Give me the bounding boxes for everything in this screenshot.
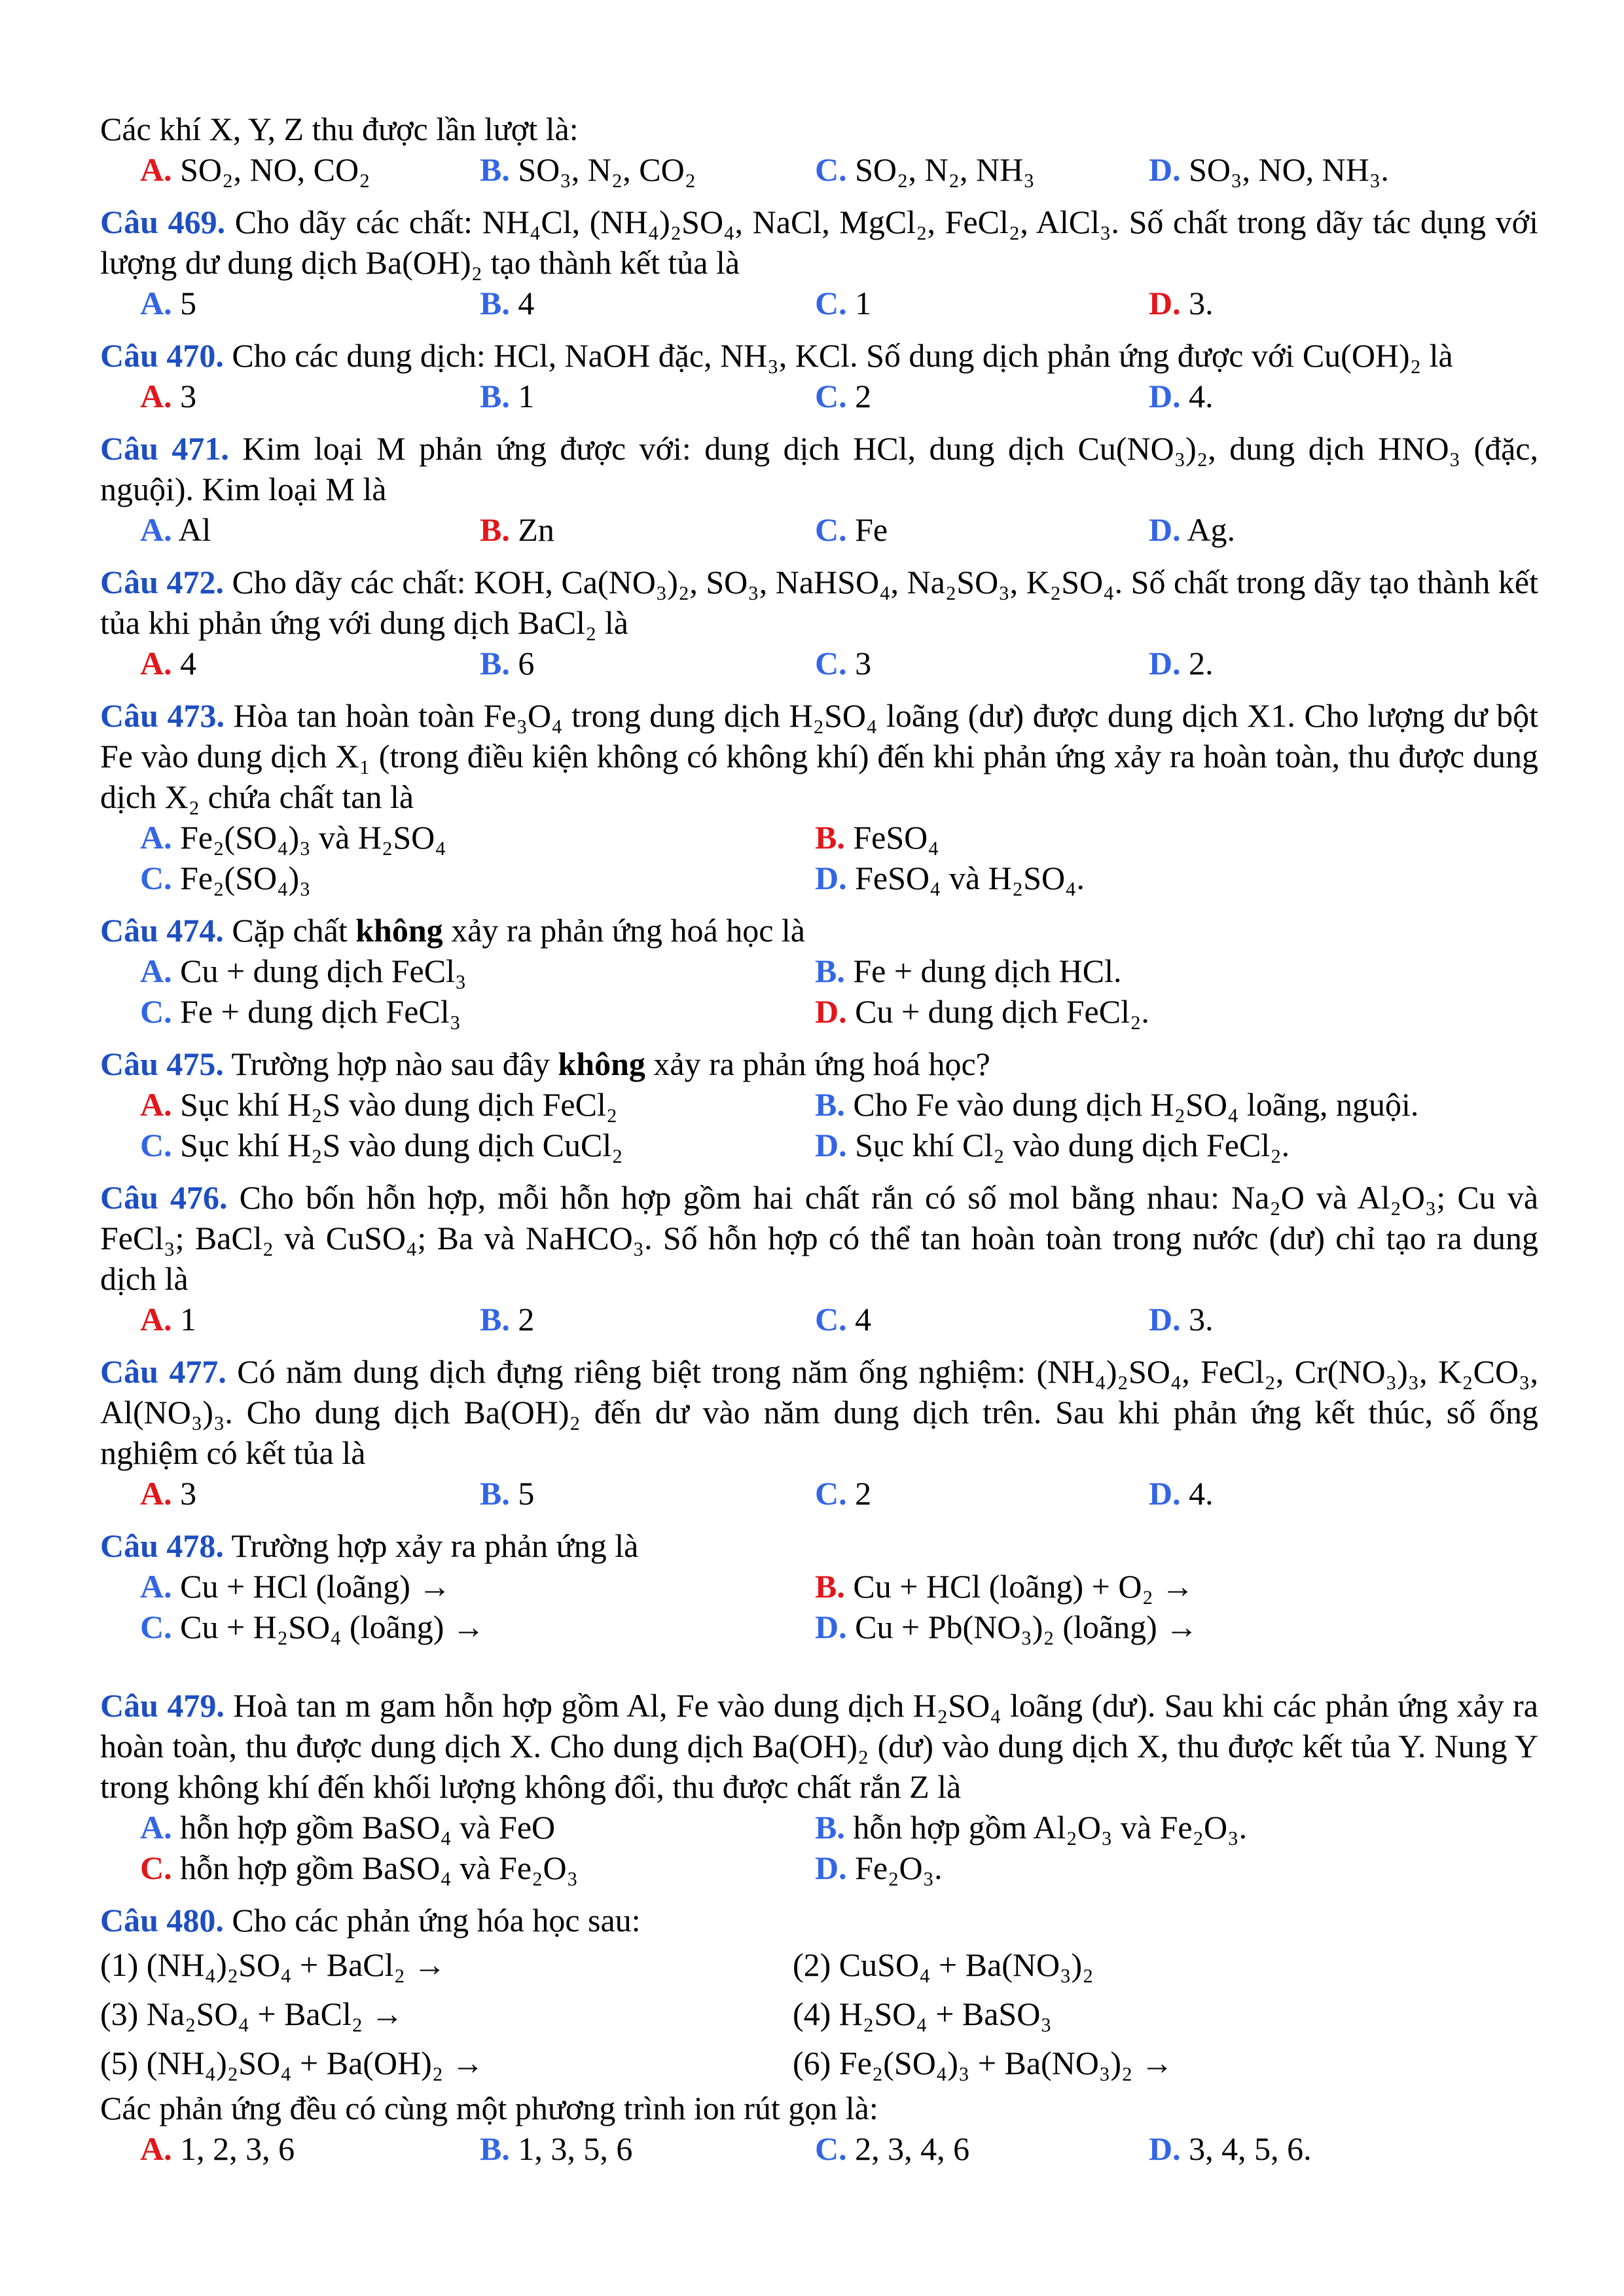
stem-emphasis: không <box>355 912 443 949</box>
option-text: Fe₂(SO₄)₃ <box>180 860 311 896</box>
option-c <box>815 1299 1149 1339</box>
option-text: Al <box>178 511 211 548</box>
question-number: Câu 477. <box>100 1353 226 1390</box>
option-text: Fe <box>855 511 888 548</box>
option-c <box>140 1848 815 1888</box>
reaction-3: (3) Na₂SO₄ + BaCl₂ → <box>100 1995 404 2032</box>
option-letter: B. <box>480 1301 510 1338</box>
option-b <box>480 149 815 190</box>
option-c <box>815 283 1149 323</box>
option-a <box>140 149 480 190</box>
question-stem <box>100 1044 1538 1084</box>
question-stem <box>100 695 1538 817</box>
option-text: 1 <box>518 378 535 414</box>
options-row <box>140 1566 1538 1647</box>
question-number: Câu 471. <box>100 430 229 467</box>
option-text: 2, 3, 4, 6 <box>855 2130 970 2167</box>
question-number: Câu 480. <box>100 1902 224 1939</box>
option-letter: C. <box>815 1301 847 1338</box>
option-letter: C. <box>815 151 847 188</box>
stem-text: Kim loại M phản ứng được với: dung dịch HCl, dung dịch Cu(NO₃)₂, dung dịch HNO₃ (đặc, nguội). Kim loại M là <box>100 430 1539 507</box>
option-text: Sục khí Cl₂ vào dung dịch FeCl₂. <box>855 1127 1290 1163</box>
stem-text: xảy ra phản ứng hoá học là <box>442 912 805 949</box>
question-477 <box>100 1351 1538 1514</box>
option-letter: A. <box>140 1475 172 1512</box>
question-stem <box>100 428 1538 509</box>
question-478 <box>100 1525 1538 1647</box>
question-472 <box>100 562 1538 683</box>
question-474 <box>100 910 1538 1032</box>
option-a <box>140 1299 480 1339</box>
option-text: 3, 4, 5, 6. <box>1189 2130 1312 2167</box>
option-letter: B. <box>480 1475 510 1512</box>
stem-text: Hòa tan hoàn toàn Fe₃O₄ trong dung dịch H₂SO₄ loãng (dư) được dung dịch X1. Cho lượng dư bột Fe vào dung dịch X₁ (trong điều kiện không có không khí) đến khi phản ứng xảy ra hoàn toàn, thu được dung dịch X₂ chứa chất tan là <box>100 697 1539 815</box>
question-continuation <box>100 109 1538 190</box>
option-letter: B. <box>815 1086 845 1123</box>
option-a <box>140 643 480 683</box>
question-470 <box>100 335 1538 416</box>
option-b <box>480 1473 815 1514</box>
question-stem <box>100 109 1538 149</box>
question-stem <box>100 1525 1538 1566</box>
stem-text: Cho các phản ứng hóa học sau: <box>232 1902 641 1939</box>
question-stem <box>100 1177 1538 1299</box>
question-number: Câu 475. <box>100 1046 224 1082</box>
option-a <box>140 817 815 858</box>
question-stem <box>100 202 1538 283</box>
option-text: 4 <box>855 1301 872 1338</box>
options-row <box>140 817 1538 898</box>
option-text: SO₃, N₂, CO₂ <box>518 151 696 188</box>
option-text: 3 <box>180 1475 197 1512</box>
options-row <box>140 643 1538 683</box>
option-letter: C. <box>140 1609 172 1645</box>
option-a <box>140 951 815 991</box>
question-469 <box>100 202 1538 323</box>
option-d <box>1149 149 1538 190</box>
option-text: Fe + dung dịch HCl. <box>853 953 1122 989</box>
prompt-text: Các phản ứng đều có cùng một phương trình ion rút gọn là: <box>100 2090 878 2126</box>
question-stem <box>100 1685 1538 1807</box>
option-text: Zn <box>518 511 554 548</box>
question-stem <box>100 910 1538 951</box>
option-b <box>480 2128 815 2169</box>
option-a <box>140 1084 815 1125</box>
stem-text: Cho bốn hỗn hợp, mỗi hỗn hợp gồm hai chất rắn có số mol bằng nhau: Na₂O và Al₂O₃; Cu và FeCl₃; BaCl₂ và CuSO₄; Ba và NaHCO₃. Số hỗn hợp có thể tan hoàn toàn trong nước (dư) chỉ tạo ra dung dịch là <box>100 1179 1539 1297</box>
stem-text: Cho dãy các chất: NH₄Cl, (NH₄)₂SO₄, NaCl, MgCl₂, FeCl₂, AlCl₃. Số chất trong dãy tác dụng với lượng dư dung dịch Ba(OH)₂ tạo thành kết tủa là <box>100 204 1539 281</box>
option-letter: D. <box>1149 378 1181 414</box>
option-b <box>815 1566 1538 1607</box>
option-d <box>1149 643 1538 683</box>
option-a <box>140 509 480 550</box>
option-letter: B. <box>815 1568 845 1605</box>
option-text: Cu + Pb(NO₃)₂ (loãng) → <box>855 1609 1199 1645</box>
option-letter: D. <box>1149 151 1181 188</box>
stem-text: Có năm dung dịch đựng riêng biệt trong năm ống nghiệm: (NH₄)₂SO₄, FeCl₂, Cr(NO₃)₃, K₂CO₃, Al(NO₃)₃. Cho dung dịch Ba(OH)₂ đến dư vào năm dung dịch trên. Sau khi phản ứng kết thúc, số ống nghiệm có kết tủa là <box>100 1353 1538 1471</box>
question-prompt <box>100 2088 1538 2128</box>
question-stem <box>100 335 1538 376</box>
option-text: hỗn hợp gồm BaSO₄ và FeO <box>180 1809 556 1846</box>
option-letter: C. <box>815 645 847 682</box>
options-row <box>140 149 1538 190</box>
stem-text: Các khí X, Y, Z thu được lần lượt là: <box>100 111 579 147</box>
option-letter: C. <box>140 1850 172 1886</box>
options-row <box>140 1299 1538 1339</box>
options-row <box>140 509 1538 550</box>
option-letter: A. <box>140 285 172 321</box>
stem-emphasis: không <box>558 1046 645 1082</box>
option-letter: B. <box>480 2130 510 2167</box>
option-d <box>815 1607 1538 1647</box>
question-476 <box>100 1177 1538 1339</box>
option-letter: C. <box>140 1127 172 1163</box>
question-number: Câu 473. <box>100 697 225 734</box>
option-d <box>815 991 1538 1032</box>
option-a <box>140 1807 815 1848</box>
option-d <box>1149 283 1538 323</box>
option-c <box>140 858 815 898</box>
option-text: Fe₂O₃. <box>855 1850 943 1886</box>
option-b <box>480 509 815 550</box>
question-480 <box>100 1900 1538 2169</box>
option-d <box>1149 2128 1538 2169</box>
option-b <box>815 817 1538 858</box>
option-letter: A. <box>140 1086 172 1123</box>
options-row <box>140 1807 1538 1888</box>
options-row <box>140 1084 1538 1165</box>
option-letter: D. <box>815 993 847 1030</box>
option-text: 1 <box>855 285 872 321</box>
option-a <box>140 1566 815 1607</box>
question-stem <box>100 1900 1538 1941</box>
option-text: Ag. <box>1187 511 1235 548</box>
option-text: 6 <box>518 645 535 682</box>
option-letter: A. <box>140 645 172 682</box>
option-d <box>1149 376 1538 416</box>
option-letter: B. <box>480 285 510 321</box>
reaction-2: (2) CuSO₄ + Ba(NO₃)₂ <box>793 1946 1094 1983</box>
option-letter: C. <box>815 378 847 414</box>
option-text: 1 <box>180 1301 197 1338</box>
option-text: 5 <box>518 1475 535 1512</box>
reaction-5: (5) (NH₄)₂SO₄ + Ba(OH)₂ → <box>100 2045 484 2081</box>
option-letter: B. <box>480 378 510 414</box>
reaction-4: (4) H₂SO₄ + BaSO₃ <box>793 1995 1052 2032</box>
question-479 <box>100 1685 1538 1888</box>
option-c <box>140 1607 815 1647</box>
option-text: 2 <box>855 378 872 414</box>
option-letter: D. <box>1149 285 1181 321</box>
option-d <box>1149 1473 1538 1514</box>
option-c <box>140 1125 815 1165</box>
option-text: hỗn hợp gồm Al₂O₃ và Fe₂O₃. <box>853 1809 1248 1846</box>
option-text: 2 <box>518 1301 535 1338</box>
option-letter: D. <box>815 1127 847 1163</box>
option-text: 2. <box>1189 645 1214 682</box>
question-473 <box>100 695 1538 898</box>
option-letter: D. <box>1149 645 1181 682</box>
option-letter: D. <box>1149 2130 1181 2167</box>
option-d <box>1149 1299 1538 1339</box>
question-number: Câu 469. <box>100 204 226 240</box>
question-475 <box>100 1044 1538 1165</box>
option-letter: A. <box>140 1809 172 1846</box>
option-letter: B. <box>480 645 510 682</box>
question-471 <box>100 428 1538 550</box>
options-row <box>140 2128 1538 2169</box>
option-letter: C. <box>140 993 172 1030</box>
options-row <box>140 951 1538 1032</box>
option-letter: D. <box>815 860 847 896</box>
option-text: Cu + HCl (loãng) → <box>180 1568 452 1605</box>
option-letter: A. <box>140 819 172 856</box>
options-row <box>140 1473 1538 1514</box>
stem-text: Cho các dung dịch: HCl, NaOH đặc, NH₃, KCl. Số dung dịch phản ứng được với Cu(OH)₂ là <box>232 337 1453 374</box>
option-text: FeSO₄ <box>853 819 939 856</box>
question-number: Câu 470. <box>100 337 224 374</box>
question-number: Câu 472. <box>100 564 224 600</box>
option-b <box>815 1084 1538 1125</box>
option-letter: D. <box>815 1609 847 1645</box>
question-stem <box>100 1351 1538 1473</box>
option-letter: A. <box>140 1568 172 1605</box>
option-letter: B. <box>815 953 845 989</box>
option-letter: C. <box>815 511 847 548</box>
option-b <box>480 376 815 416</box>
option-c <box>815 643 1149 683</box>
option-letter: C. <box>815 1475 847 1512</box>
option-text: 4. <box>1189 1475 1214 1512</box>
option-text: 3 <box>180 378 197 414</box>
option-text: Fe₂(SO₄)₃ và H₂SO₄ <box>180 819 446 856</box>
option-text: 3. <box>1189 285 1214 321</box>
option-d <box>815 1125 1538 1165</box>
option-letter: A. <box>140 378 172 414</box>
option-text: SO₂, NO, CO₂ <box>180 151 370 188</box>
option-a <box>140 1473 480 1514</box>
option-text: 3 <box>855 645 872 682</box>
option-text: SO₂, N₂, NH₃ <box>855 151 1035 188</box>
option-text: Cu + dung dịch FeCl₂. <box>855 993 1149 1030</box>
option-text: Cu + H₂SO₄ (loãng) → <box>180 1609 485 1645</box>
option-text: hỗn hợp gồm BaSO₄ và Fe₂O₃ <box>180 1850 578 1886</box>
option-d <box>815 858 1538 898</box>
option-letter: B. <box>480 511 510 548</box>
option-text: Sục khí H₂S vào dung dịch CuCl₂ <box>180 1127 623 1163</box>
stem-text: Cặp chất <box>232 912 356 949</box>
option-letter: D. <box>1149 511 1181 548</box>
option-c <box>815 1473 1149 1514</box>
option-text: Cu + dung dịch FeCl₃ <box>180 953 467 989</box>
reaction-list <box>100 1941 1538 2088</box>
option-letter: A. <box>140 511 172 548</box>
stem-text: Trường hợp xảy ra phản ứng là <box>231 1527 639 1564</box>
option-c <box>140 991 815 1032</box>
option-text: SO₃, NO, NH₃. <box>1189 151 1389 188</box>
option-b <box>480 643 815 683</box>
option-text: Sục khí H₂S vào dung dịch FeCl₂ <box>180 1086 618 1123</box>
stem-text: Trường hợp nào sau đây <box>231 1046 558 1082</box>
option-b <box>815 1807 1538 1848</box>
option-text: 1, 3, 5, 6 <box>518 2130 633 2167</box>
stem-text: xảy ra phản ứng hoá học? <box>645 1046 990 1082</box>
option-b <box>815 951 1538 991</box>
options-row <box>140 376 1538 416</box>
option-text: 4 <box>180 645 197 682</box>
option-a <box>140 283 480 323</box>
option-text: 1, 2, 3, 6 <box>180 2130 295 2167</box>
option-letter: D. <box>815 1850 847 1886</box>
reaction-6: (6) Fe₂(SO₄)₃ + Ba(NO₃)₂ → <box>793 2045 1174 2081</box>
question-number: Câu 479. <box>100 1687 225 1724</box>
option-b <box>480 1299 815 1339</box>
option-letter: C. <box>815 2130 847 2167</box>
stem-text: Hoà tan m gam hỗn hợp gồm Al, Fe vào dung dịch H₂SO₄ loãng (dư). Sau khi các phản ứng xảy ra hoàn toàn, thu được dung dịch X. Cho dung dịch Ba(OH)₂ (dư) vào dung dịch X, thu được kết tủa Y. Nung Y trong không khí đến khối lượng không đổi, thu được chất rắn Z là <box>100 1687 1539 1805</box>
option-letter: C. <box>140 860 172 896</box>
option-letter: B. <box>815 1809 845 1846</box>
stem-text: Cho dãy các chất: KOH, Ca(NO₃)₂, SO₃, NaHSO₄, Na₂SO₃, K₂SO₄. Số chất trong dãy tạo thành kết tủa khi phản ứng với dung dịch BaCl₂ là <box>100 564 1539 641</box>
option-letter: A. <box>140 2130 172 2167</box>
option-text: 2 <box>855 1475 872 1512</box>
options-row <box>140 283 1538 323</box>
option-letter: D. <box>1149 1475 1181 1512</box>
option-d <box>815 1848 1538 1888</box>
option-letter: B. <box>480 151 510 188</box>
option-letter: B. <box>815 819 845 856</box>
option-text: FeSO₄ và H₂SO₄. <box>855 860 1085 896</box>
option-d <box>1149 509 1538 550</box>
option-letter: D. <box>1149 1301 1181 1338</box>
option-letter: A. <box>140 1301 172 1338</box>
option-c <box>815 2128 1149 2169</box>
option-text: 4 <box>518 285 535 321</box>
option-letter: A. <box>140 953 172 989</box>
question-number: Câu 478. <box>100 1527 224 1564</box>
option-text: 4. <box>1189 378 1214 414</box>
option-b <box>480 283 815 323</box>
reaction-1: (1) (NH₄)₂SO₄ + BaCl₂ → <box>100 1946 446 1983</box>
option-c <box>815 376 1149 416</box>
option-letter: C. <box>815 285 847 321</box>
option-c <box>815 149 1149 190</box>
option-c <box>815 509 1149 550</box>
question-number: Câu 476. <box>100 1179 228 1216</box>
option-text: Cho Fe vào dung dịch H₂SO₄ loãng, nguội. <box>853 1086 1419 1123</box>
option-text: Cu + HCl (loãng) + O₂ → <box>853 1568 1195 1605</box>
option-a <box>140 2128 480 2169</box>
option-text: 3. <box>1189 1301 1214 1338</box>
question-stem <box>100 562 1538 643</box>
option-text: Fe + dung dịch FeCl₃ <box>180 993 461 1030</box>
option-letter: A. <box>140 151 172 188</box>
option-text: 5 <box>180 285 197 321</box>
option-a <box>140 376 480 416</box>
question-number: Câu 474. <box>100 912 224 949</box>
